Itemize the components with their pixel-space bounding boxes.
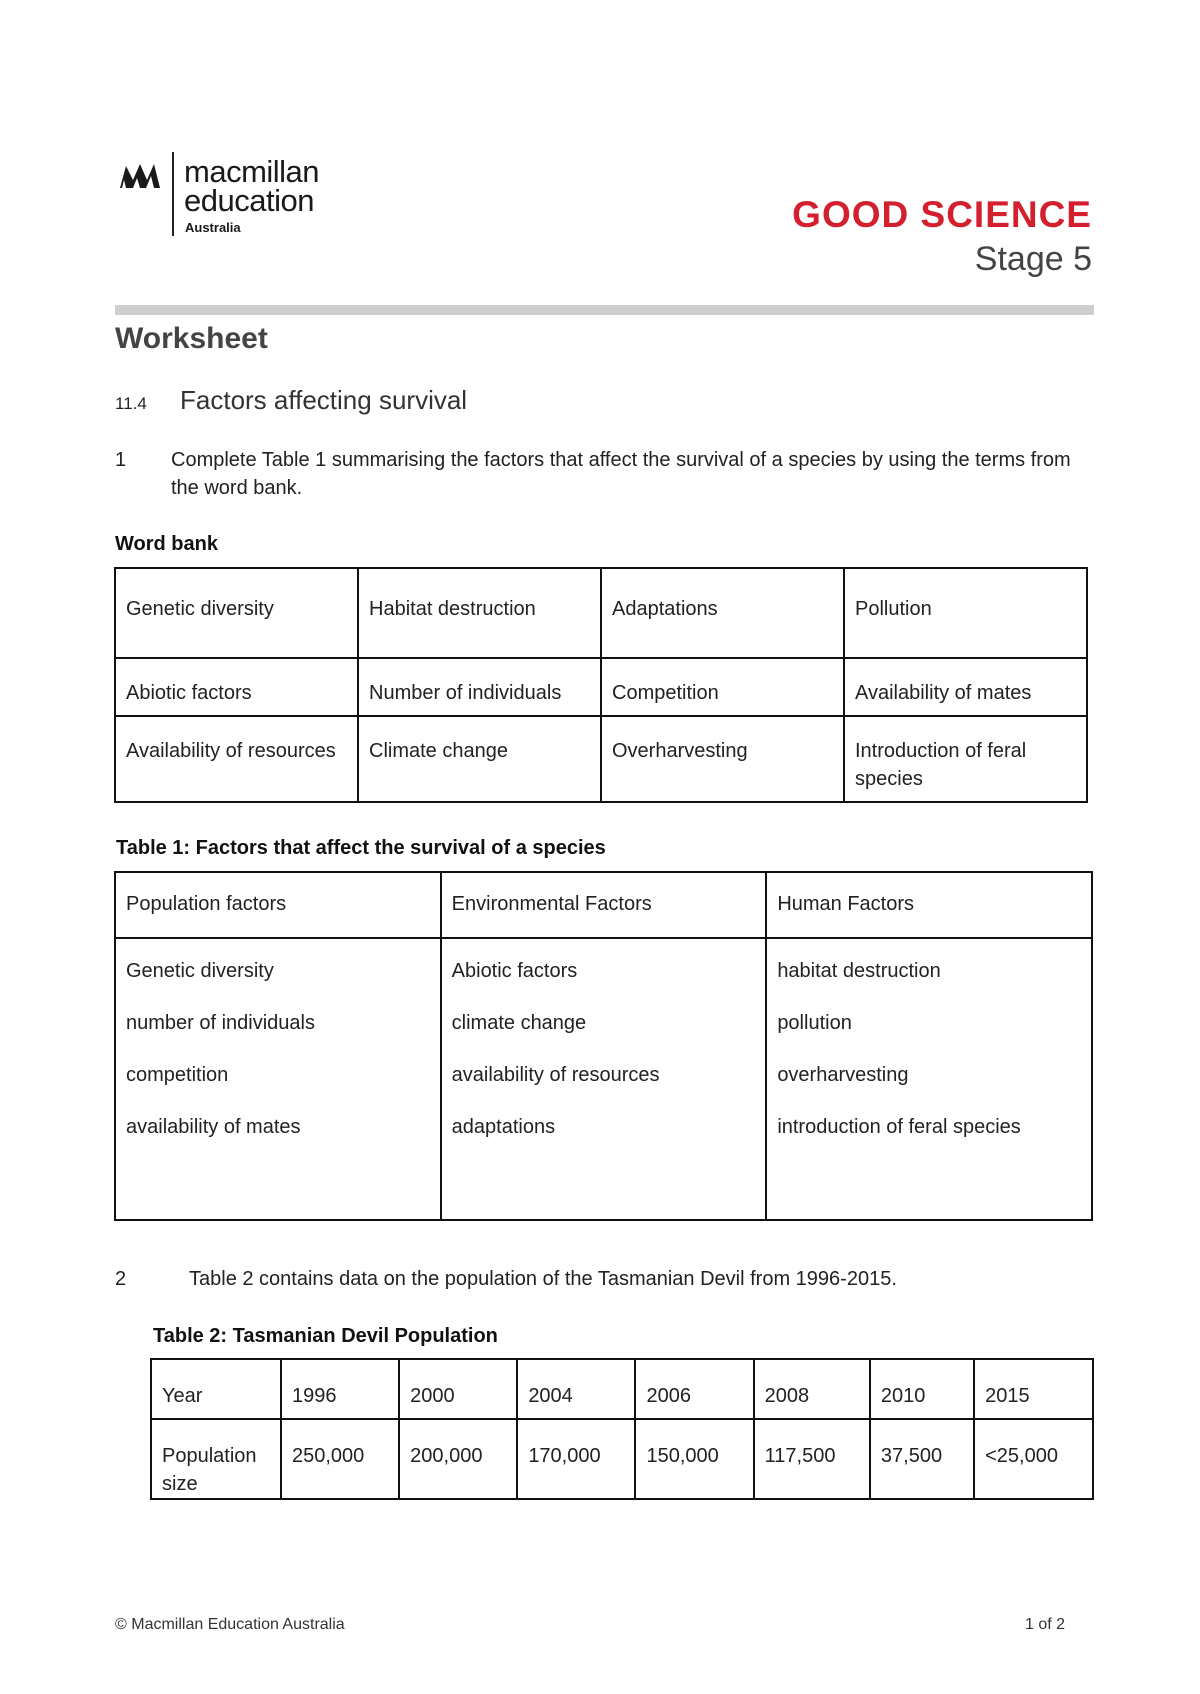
logo-text-education: education [184,183,314,218]
table-cell: 170,000 [517,1419,635,1499]
publisher-logo [118,152,358,238]
table-1-caption: Table 1: Factors that affect the survival of a species [116,837,606,859]
question-2-number: 2 [115,1268,127,1290]
footer-copyright: © Macmillan Education Australia [115,1616,345,1633]
table-cell-human [766,938,1092,1220]
table-cell: 2010 [870,1359,974,1419]
table-cell: 250,000 [281,1419,399,1499]
table-cell: Genetic diversity [115,568,358,658]
table-cell: Number of individuals [358,658,601,716]
list-item: adaptations [451,1116,556,1138]
table-cell: 1996 [281,1359,399,1419]
table-cell: Introduction of feral species [844,716,1087,802]
table-cell: Availability of mates [844,658,1087,716]
table-cell-population [115,938,441,1220]
header-divider [115,305,1094,315]
table-cell: <25,000 [974,1419,1093,1499]
table-cell: 2015 [974,1359,1093,1419]
list-item: Genetic diversity [126,960,274,982]
word-bank-table [114,567,1088,803]
table-cell: 150,000 [635,1419,753,1499]
stage-label: Stage 5 [974,240,1092,278]
table-cell: 117,500 [754,1419,870,1499]
section-title: Factors affecting survival [180,385,468,415]
list-item: competition [126,1064,229,1086]
table-cell: 2004 [517,1359,635,1419]
column-header: Population factors [115,872,441,938]
table-row [115,568,1087,658]
list-item: pollution [777,1012,852,1034]
table-cell: 200,000 [399,1419,517,1499]
table-cell: 2008 [754,1359,870,1419]
table-row [115,938,1092,1220]
table-cell: 2000 [399,1359,517,1419]
list-item: availability of mates [126,1116,301,1138]
macmillan-logo-icon [118,158,162,194]
section-number: 11.4 [115,394,147,413]
word-bank-label: Word bank [115,533,218,555]
list-item: Abiotic factors [451,960,578,982]
table-row [151,1359,1093,1419]
table-cell: Habitat destruction [358,568,601,658]
worksheet-title: Worksheet [115,322,268,355]
list-item: habitat destruction [777,960,941,982]
logo-text-australia: Australia [185,220,241,235]
table-2-caption: Table 2: Tasmanian Devil Population [153,1325,498,1347]
question-1-number: 1 [115,449,127,471]
column-header: Human Factors [766,872,1092,938]
question-2-text: Table 2 contains data on the population of the Tasmanian Devil from 1996-2015. [189,1268,897,1290]
table-cell: Pollution [844,568,1087,658]
row-header: Population size [151,1419,281,1499]
series-brand: GOOD SCIENCE [792,194,1092,235]
table-cell: Climate change [358,716,601,802]
page-number: 1 of 2 [1024,1616,1065,1633]
table-1 [114,871,1093,1221]
list-item: availability of resources [451,1064,660,1086]
table-cell: Availability of resources [115,716,358,802]
list-item: introduction of feral species [777,1116,1021,1138]
table-row [151,1419,1093,1499]
table-cell: 2006 [635,1359,753,1419]
question-1-text: Complete Table 1 summarising the factors that affect the survival of a species by using the terms from the word bank. [171,449,1071,499]
table-cell: Abiotic factors [115,658,358,716]
row-header: Year [151,1359,281,1419]
table-header-row [115,872,1092,938]
table-cell-environmental [441,938,767,1220]
table-cell: Adaptations [601,568,844,658]
table-cell: Competition [601,658,844,716]
table-cell: Overharvesting [601,716,844,802]
table-cell: 37,500 [870,1419,974,1499]
table-2 [150,1358,1094,1500]
column-header: Environmental Factors [441,872,767,938]
logo-divider [172,152,174,236]
list-item: number of individuals [126,1012,315,1034]
table-row [115,716,1087,802]
logo-text-macmillan: macmillan [184,154,320,189]
list-item: climate change [451,1012,587,1034]
table-row [115,658,1087,716]
list-item: overharvesting [777,1064,909,1086]
